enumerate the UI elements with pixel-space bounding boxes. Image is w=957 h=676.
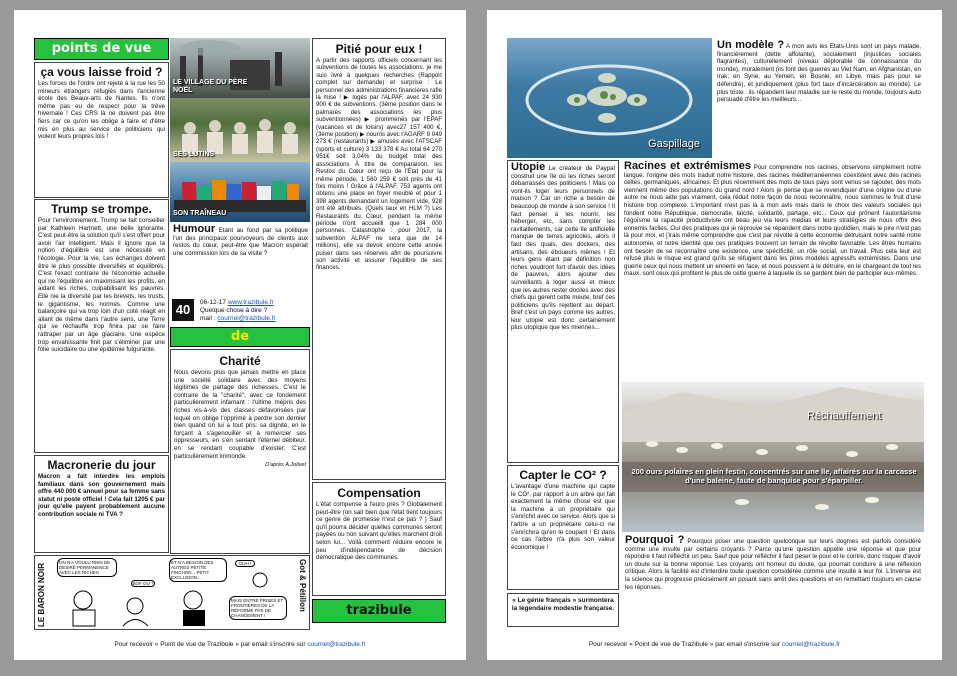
photo-lutins (170, 98, 310, 162)
article-humour-title: Humour (173, 223, 216, 235)
comic-drawing-1 (53, 558, 163, 628)
comic-bubble-1: ON N'A VOULU RIEN DE DÉSIRÉ PERMANENCE AVEC LES RICHES (57, 558, 117, 577)
article-humour (170, 223, 311, 297)
issue-mail-link[interactable]: courriel@trazibule.fr (217, 315, 276, 322)
footer-left (14, 641, 466, 648)
comic-panel-2 (165, 558, 291, 628)
photo-traineau (170, 162, 310, 222)
caption-rechauffement: 200 ours polaires en plein festin, concentrés sur une île, affairés sur la carcasse d'une baleine, faute de banquise pour s'éparpiller. (631, 467, 917, 485)
caption-gaspillage: Gaspillage (648, 138, 700, 150)
article-froid (34, 62, 169, 198)
banner-de: de (170, 327, 310, 347)
quote-genie-text: « Le génie français » surmontera la légendaire modestie française. (511, 597, 615, 612)
footer-left-text: Pour recevoir « Point de vue de Trazibule » par email s'inscrire sur (114, 641, 306, 648)
article-modele-text: A mon avis les Etats-Unis sont un pays malade, financièrement (dette affolante), socialement (injustices sociales flagrantes), culturellement (niveau déplorable de connaissance du monde), moralement (ils font des guerres au Viet Nam, en Afghanistan, en Irak, en Syrie, au Yemen, en Bosnie, en Libye, mais pas pour se défendre), et juridiquement (plus fort taux d'incarcération au monde). Le plus triste : ils répandent leur maladie sur le reste du monde, toujours auto persuadé d'être les meilleurs... (717, 43, 921, 104)
quote-genie (507, 593, 619, 627)
page-right (487, 10, 942, 660)
article-modele-body (714, 38, 924, 105)
caption-lutins: SES LUTINS (173, 151, 215, 158)
comic-title: LE BARON NOIR (37, 563, 46, 627)
article-utopie-body (508, 161, 618, 333)
polar-bears-illustration (622, 382, 924, 532)
comic-bubble-2: ET N'A BESOIN DES AUTRES PETITE FINCHON... PETIT EXCLUSION... (169, 558, 227, 582)
issue-info (170, 299, 311, 325)
comic-bubble-5: OUH ! (235, 560, 255, 567)
article-macronerie (34, 455, 169, 553)
comic-bubble-4: BOF OU ? (132, 581, 154, 586)
article-froid-title: ça vous laisse froid ? (40, 65, 163, 79)
caption-traineau: SON TRAÎNEAU (173, 210, 227, 217)
article-utopie-text: Le créateur de Paypal construit une île où les riches seront débarrassés des politiciens ! Mais où vont-ils loger leurs personnels de maison ? Car un riche a besoin de beaucoup de monde à son service ! Il faut penser à les nourrir, les héberger, etc, sans compter les ravitaillements, car cette île artificielle manque de terres agricoles, alors il faut des quais, des dockers, des artisans, des éboueurs mêmes ! Et leurs gens étant par définition non riches voudront fort d'avoir des idées de pauvres, alors ajouter des surveillants à loger aussi et mieux que les autres rester dociles avec des chefs qui gèrent cette meute, bref ces politiciens qu'ils rejettent au départ. Bref c'est un pays comme les autres, leur utopie est donc certainement plus utopique que les miennes... (511, 165, 615, 332)
article-compensation-body: L'état compense à l'euro près ? Globalement peut-être (on sait bien que l'état tient toujours ce genre de promesse n'est ce pas ? ) Sauf qu'il pourra décider quelles communes seront payées ou non suivant qu'elles marchent droit selon lui... Voilà comment réduire encore le peu d'indépendance de décision démocratique des communes. (316, 501, 442, 562)
article-racines-title: Racines et extrémismes (624, 160, 752, 172)
article-capter (507, 465, 619, 590)
banner-trazibule: trazibule (312, 599, 446, 623)
article-racines-text: Pour comprendre nos racines, observons simplement notre langue, l'origine des mots traduit notre histoire, des racines méditerranéennes coexistent avec des racines celtes, germaniques, africaines. Et plus récemment des mots de tous pays sont venus se rajouter, des mots viennent même des populations du grand nord ! Alors je pense que se revendiquer d'une origine ou d'une autre ne nous aide pas vraiment, cela réduit notre façon de nous reconnaître, nous sommes le fruit d'une histoire trop complexe. L'important n'est pas là à mon avis mais dans le choix des valeurs sociales qui fondent notre République, démocratie, laïcité, solidarité, partage, etc... Ceux qui prônent l'autoritarisme l'égoïsme la rapacité productiviste ont beau jeu via leurs médias et leurs stratégies de nous offrir des ennemis faciles. Oui des pratiques qui je réprouve se répandent dans notre quotidien, mais le pire n'est pas là pour moi, et j'irais même comprendre que c'est par révolte à cette économie détruisant notre santé notre autonomie, et notre identité que ces pratiques trouvent un terrain de révolte favorable. Les êtres humains ont besoin de se reconnaître une existence, une spécificité, un rôle social, un travail. Plus cela leur est refusé plus le risque est grand qu'ils se réfugient dans les pires modèles agressifs extrémistes. Dans une guerre ceux qui nous mettent un ennemi en face, et nous poussent à le détruire, en le chargeant de tout les maux, sont ceux qui profitent le plus de cette guerre à laquelle ils se gardent bien de participer eux-mêmes. (624, 164, 921, 278)
photo-village (170, 38, 310, 98)
article-utopie (507, 160, 619, 463)
comic-bubble-3: MAIS ENTRE PRISES ET FRONTIÈRES DE LA RÉFORME PAS DE CHANGEMENT ! (229, 596, 287, 620)
article-charite-title: Charité (219, 354, 261, 368)
caption-village: LE VILLAGE DU PÈRE NOËL (173, 79, 248, 94)
article-macronerie-body: Macron a fait interdire les emplois familiaux dans son gouvernement mais offre 440 000 € annuel pour sa femme sans statut ni poste officiel ! Cela fait 1205 € par jour qu'elle payent probablement aucune contribution sociale ni TVA ? (38, 473, 165, 518)
article-humour-text: Etant au fond par sa politique l'un des principaux pourvoyeurs de clients aux restos du cœur, peut-être que Macron espérait une commission lors de sa visite ? (173, 227, 308, 257)
article-pourquoi (622, 534, 924, 630)
article-humour-body (170, 223, 311, 258)
article-pourquoi-text: Pourquoi poser une question quelconque sur leurs dogmes est parfois considéré comme une insulte par certains croyants ? Parce qu'une question appelle une réponse et que pour répondre il faut réfléchir un peu. Sauf que pour réfléchir il faut peser le pour et le contre, donc risquer d'avoir un doute sur la bonne réponse. Les croyants ont horreur du doute, qui pourrait conduire à une réflexion critique. Alors la facilité est d'interdire toute question considérée comme une insulte à leur foi. L'inverse est la science qui progresse précisément en posant sans arrêt des questions et en remettant toujours en cause les réponses. (625, 538, 921, 591)
article-pitie (312, 38, 446, 480)
article-compensation-title: Compensation (337, 486, 421, 500)
comic-strip (34, 555, 310, 630)
caption-rechauffement-label: Réchauffement (807, 410, 882, 422)
article-pourquoi-title: Pourquoi ? (625, 534, 685, 546)
article-capter-title: Capter le CO² ? (519, 468, 607, 482)
issue-mail-label: mail : (200, 315, 216, 322)
comic-drawing-2 (165, 558, 291, 628)
article-racines-body (621, 160, 924, 279)
article-macronerie-title: Macronerie du jour (47, 458, 156, 472)
banner-points-de-vue: points de vue (34, 38, 169, 60)
issue-number: 40 (172, 299, 194, 321)
article-modele (714, 38, 924, 158)
issue-date: 06-12-17 (200, 299, 227, 306)
comic-authors: Got & Pétillon (298, 559, 307, 612)
article-utopie-title: Utopie (511, 161, 546, 173)
photo-gaspillage (507, 38, 712, 158)
footer-right-link[interactable]: courriel@trazibule.fr (781, 641, 841, 648)
page-left (14, 10, 466, 660)
comic-panel-1 (53, 558, 163, 628)
article-charite-signature: D'après A.Jolivet (265, 462, 306, 469)
article-trump-body: Pour l'environnement, Trump se fait conseiller par Kathleen Hartnett, une belle ignorante. C'est peut-être la solution qu'il s'est offert pour avoir l'air intelligent. Mais il ignore que la notion d'équilibre est une nécessité en l'écologie. Pour la vie, Les échanges doivent être le plus possible diversifiés et équilibrés. C'est l'exact contraire de l'économie actuelle qui ne l'équilibre en maximisant les profits, en aidant les riches, culpabilisant les pauvres. Elle nie la diversité par les brevets, les trusts, le gigantisme, les normes. Comme une balançoire qui va trop loin d'un coté réagit en allant de même dans l'autre sens, une Terre qui se réchauffe trop finira par se faire rattraper par un âge glaciaire. Une espèce trop envahissante finit par s'éliminer par une folie suicidaire ou une épidémie fulgurante. (38, 217, 165, 354)
article-racines (621, 160, 924, 380)
article-pitie-title: Pitié pour eux ! (335, 42, 423, 56)
article-charite-body: Nous devons plus que jamais mettre en place une société solidaire avec des moyens légitimes de partage des richesses. C'est le contraire de la "charité", avec ce fondement particulièrement infamant : l'ultime mépris des riches vis-à-vis des classes défavorisées par lequel on oblige l'opprimé à perdre son dernier bien quand on lui a tout pris: sa dignité, en le forçant à s'agenouiller et à remercier ses oppresseurs, en s'en sentant l'éternel débiteur, en se rendant coupable d'exister. C'est particulièrement immonde. (174, 369, 306, 460)
footer-right-text: Pour recevoir « Point de vue de Trazibule » par email s'inscrire sur (588, 641, 781, 648)
article-compensation (312, 482, 446, 596)
issue-question: Quelque chose à dire ? (200, 307, 268, 314)
article-modele-title: Un modèle ? (717, 39, 785, 51)
article-pitie-body: A partir des rapports officiels concernant les subventions de toutes les associations, je me suis livré à quelques recherches (Rapport complet sur demande) et surprise : Le personnel des administrations financières rafle la mise ! ▶ logés par l'ALPAF, avec 24 930 900 € de subventions. (3ème position dans le palmarès des associations les plus subventionnées) ▶ prommenés par l'EPAF (vacances et de loisirs) avec27 157 400 €, (3ème position) ▶ nourris avec l'AGARF 9 049 273 € (restaurants) ▶ amusés avec l'ATSCAF (sports et culture) 3 133 378 € Au total 64 270 951€ soit 3,04% du budget total des associations À titre de comparaison, les Restos du Cœur ont reçu de l'État pour la même période, 1 560 259 € soit près de 41 fois moins ! Grâce à l'ALPAF, 753 agents ont obtenu une place en foyer meublé et pour 1 398 agents demandant un logement vide, 928 ont été attribués. (Quels taux en HLM ?) Les Restaurants du Cœur, pendant la même période n'ont accueilli que 1 284 000 personnes. Catastrophe : pour 2017, la subvention ALPAF ne sera que de 14 millions), elle va devoir encore cette année puiser dans ses réserves afin de poursuivre son activité et assurer l'équilibre de ses finances. (316, 57, 442, 272)
article-trump (34, 199, 169, 453)
footer-left-link[interactable]: courriel@trazibule.fr (307, 641, 366, 648)
article-froid-body: Les forces de l'ordre ont rejeté à la rue les 50 mineurs étrangers réfugiés dans l'ancienne école des Beaux-arts de Nantes. Ils n'ont même pas eu de respect pour la trêve hivernale ! Ces CRS là ne doivent pas être fiers car ce qu'on les oblige à faire et d'être mis en plus au service de politiciens qui violent leurs propres lois ! (38, 80, 165, 141)
article-capter-body: L'avantage d'une machine qui capte le CO², par rapport à un arbre qui fait exactement la même chose est que la machine a un propriétaire qui s'enrichit avec ce service. Alors que si l'arbre a un propriétaire celui-ci ne s'enrichira qu'en le coupant ! Et dans ce cas l'arbre n'a plus son valeur économique ! (511, 483, 616, 551)
article-pourquoi-body (622, 534, 924, 592)
article-charite (170, 349, 310, 554)
photo-rechauffement (622, 382, 924, 532)
issue-site-link[interactable]: www.trazibule.fr (227, 299, 274, 306)
article-trump-title: Trump se trompe. (51, 202, 152, 216)
footer-right (487, 641, 942, 648)
